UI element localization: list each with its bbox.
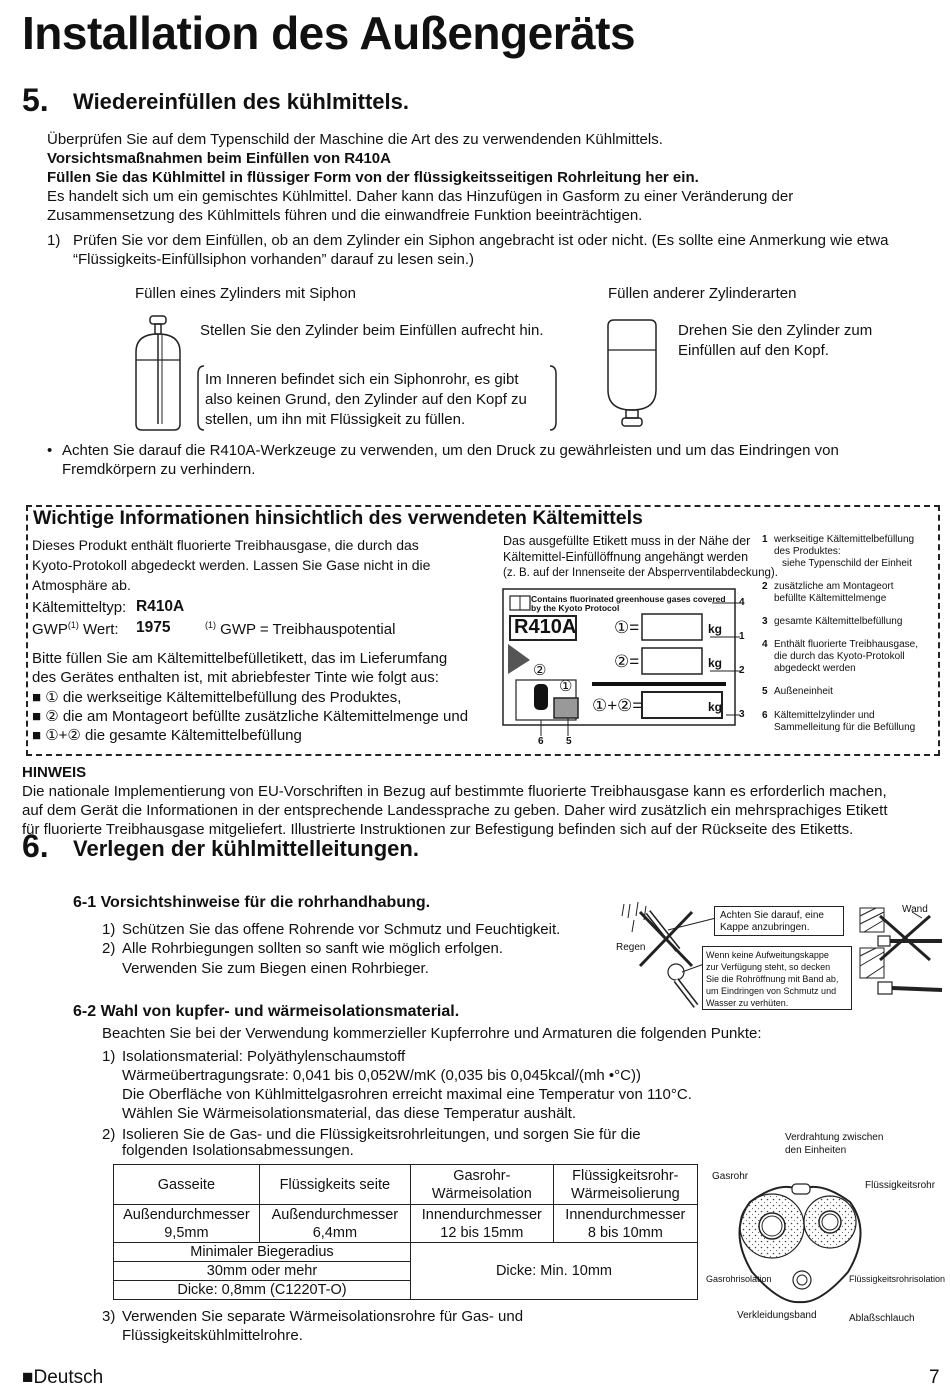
s6-1-item-1: Schützen Sie das offene Rohrende vor Schmutz und Feuchtigkeit.: [122, 921, 561, 938]
insulation-table: [113, 1164, 698, 1300]
tag-callout-1: 1: [739, 631, 745, 642]
refrigerant-type-value: R410A: [136, 598, 185, 615]
tag-header-a: Contains fluorinated greenhouse gases covered: [531, 594, 726, 604]
siphon-note-c: stellen, um ihn mit Flüssigkeit zu füllen.: [205, 411, 466, 428]
s5-line-4: Es handelt sich um ein gemischtes Kühlmittel. Daher kann das Hinzufügen in Gasform zu einer Veränderung der: [47, 188, 794, 205]
s6-2-item-2b: folgenden Isolationsabmessungen.: [122, 1142, 354, 1159]
s6-2-item-3: Verwenden Sie separate Wärmeisolationsrohre für Gas- und: [122, 1308, 524, 1325]
info-p4: Bitte füllen Sie am Kältemittelbefülletikett, das im Lieferumfang: [32, 650, 448, 667]
s5-line-1: Überprüfen Sie auf dem Typenschild der Maschine die Art des zu verwendenden Kühlmittels.: [47, 131, 663, 148]
cylinder-siphon-text: Stellen Sie den Zylinder beim Einfüllen aufrecht hin.: [200, 322, 544, 339]
diagram-wiring-b: den Einheiten: [785, 1145, 847, 1156]
table-cell-gas-od: Außendurchmesser 9,5mm: [114, 1205, 260, 1243]
hinweis-line-2: auf dem Gerät die Informationen in der entsprechende Landessprache zu geben. Daher wird zusätzlich ein mehrsprachiges Etikett: [22, 802, 888, 819]
diagram-liquid-insulation: Flüssigkeitsrohrisolation: [849, 1274, 946, 1284]
legend-1-a: werkseitige Kältemittelbefüllung: [774, 534, 915, 545]
hinweis-line-1: Die nationale Implementierung von EU-Vorschriften in Bezug auf bestimmte fluorierte Treibhausgase kann es erforderlich machen,: [22, 783, 887, 800]
table-header-liquid: Flüssigkeits seite: [259, 1165, 410, 1205]
s6-2-item-1c: Die Oberfläche von Kühlmittelgasrohren erreicht maximal eine Temperatur von 110°C.: [122, 1086, 692, 1103]
tag-marker-2: ②: [533, 662, 547, 679]
s6-1-item-2: Alle Rohrbiegungen sollten so sanft wie möglich erfolgen.: [122, 940, 504, 957]
legend-2-b: befüllte Kältemittelmenge: [774, 593, 887, 604]
table-cell-liquid-id: Innendurchmesser 8 bis 10mm: [553, 1205, 697, 1243]
info-p2: Kyoto-Protokoll abgedeckt werden. Lassen Sie Gase nicht in die: [32, 557, 431, 573]
tag-r410a: R410A: [514, 616, 577, 638]
bullet-line-a: Achten Sie darauf die R410A-Werkzeuge zu verwenden, um den Druck zu gewährleisten und um das Eindringen von: [62, 442, 839, 459]
info-bullet-3: ■ ①+② die gesamte Kältemittelbefüllung: [32, 727, 302, 744]
s6-2-item-2: Isolieren Sie de Gas- und die Flüssigkeitsrohrleitungen, und sorgen Sie für die: [122, 1126, 641, 1143]
diagram-band: Verkleidungsband: [737, 1310, 817, 1321]
s5-line-3: Füllen Sie das Kühlmittel in flüssiger Form von der flüssigkeitsseitigen Rohrleitung her ein.: [47, 169, 699, 186]
table-cell-insulation-thickness: Dicke: Min. 10mm: [410, 1243, 697, 1300]
section-5-number: 5.: [22, 82, 49, 118]
table-cell-gas-id: Innendurchmesser 12 bis 15mm: [410, 1205, 553, 1243]
legend-4-b: die durch das Kyoto-Protokoll: [774, 651, 905, 662]
legend-6-a: Kältemittelzylinder und: [774, 710, 875, 721]
s6-1-item-1-number: 1): [102, 921, 116, 938]
cylinder-inverted-icon: [602, 318, 662, 430]
figure-note-1-a: Achten Sie darauf, eine: [720, 910, 824, 921]
gwp-footnote: $^{(1)}$ GWP = Treibhauspotential: [205, 620, 396, 638]
legend-6-b: Sammelleitung für die Befüllung: [774, 722, 916, 733]
figure-regen-label: Regen: [616, 942, 646, 953]
label-intro-c: (z. B. auf der Innenseite der Absperrventilabdeckung).: [503, 567, 778, 579]
tag-callout-6: 6: [538, 736, 544, 747]
figure-note-2-b: zur Verfügung steht, so decken: [706, 962, 831, 972]
s6-2-item-1: Isolationsmaterial: Polyäthylenschaumstoff: [122, 1048, 406, 1065]
s5-line-5: Zusammensetzung des Kühlmittels führen und die einwandfreie Funktion beeinträchtigen.: [47, 207, 643, 224]
section-6-number: 6.: [22, 828, 49, 864]
table-header-gas: Gasseite: [114, 1165, 260, 1205]
legend-2-number: 2: [762, 581, 768, 592]
s5-line-2: Vorsichtsmaßnahmen beim Einfüllen von R410A: [47, 150, 391, 167]
s6-2-item-1-number: 1): [102, 1048, 116, 1065]
info-p5: des Gerätes enthalten ist, mit abriebfester Tinte wie folgt aus:: [32, 669, 439, 686]
subsection-6-1: 6-1 Vorsichtshinweise für die rohrhandhabung.: [73, 894, 431, 911]
s6-2-item-1d: Wählen Sie Wärmeisolationsmaterial, das diese Temperatur aushält.: [122, 1105, 577, 1122]
legend-3-number: 3: [762, 616, 768, 627]
footer-language: ■Deutsch: [22, 1367, 104, 1388]
legend-1-c: siehe Typenschild der Einheit: [782, 558, 912, 569]
table-cell-pipe-thickness: Dicke: 0,8mm (C1220T-O): [114, 1281, 411, 1300]
cylinder-other-text-b: Einfüllen auf den Kopf.: [678, 342, 829, 359]
siphon-note-a: Im Inneren befindet sich ein Siphonrohr, es gibt: [205, 371, 519, 388]
tag-kg-2: kg: [708, 656, 723, 670]
table-cell-bend-value: 30mm oder mehr: [114, 1262, 411, 1281]
info-bullet-2: ■ ② die am Montageort befüllte zusätzliche Kältemittelmenge und: [32, 708, 469, 725]
s5-item-1-number: 1): [47, 232, 61, 249]
subsection-6-2: 6-2 Wahl von kupfer- und wärmeisolationsmaterial.: [73, 1003, 460, 1020]
cylinder-other-title: Füllen anderer Zylinderarten: [608, 285, 797, 302]
tag-kg-3: kg: [708, 700, 723, 714]
s6-2-item-3b: Flüssigkeitskühlmittelrohre.: [122, 1327, 303, 1344]
pipe-insulation-diagram: [730, 1162, 870, 1312]
s6-1-item-2-number: 2): [102, 940, 116, 957]
info-p1: Dieses Produkt enthält fluorierte Treibhausgase, die durch das: [32, 537, 419, 553]
section-6-heading: Verlegen der kühlmittelleitungen.: [73, 836, 419, 861]
cylinder-other-text-a: Drehen Sie den Zylinder zum: [678, 322, 873, 339]
siphon-note-b: also keinen Grund, den Zylinder auf den Kopf zu: [205, 391, 527, 408]
s6-1-item-2b: Verwenden Sie zum Biegen einen Rohrbieger.: [122, 960, 429, 977]
gwp-value: 1975: [136, 619, 171, 636]
legend-4-number: 4: [762, 639, 768, 650]
tag-marker-1: ①: [559, 678, 573, 695]
s6-2-item-1b: Wärmeübertragungsrate: 0,041 bis 0,052W/mK (0,035 bis 0,045kcal/(mh •°C)): [122, 1067, 641, 1084]
legend-3-a: gesamte Kältemittelbefüllung: [774, 616, 903, 627]
diagram-drain-hose: Ablaßschlauch: [849, 1313, 915, 1324]
refrigerant-type-label: Kältemitteltyp:: [32, 599, 127, 616]
tag-charge-1: ①=: [614, 618, 640, 637]
figure-note-2-c: Sie die Rohröffnung mit Band ab,: [706, 974, 839, 984]
legend-5-number: 5: [762, 686, 768, 697]
figure-note-2-e: Wasser zu verhüten.: [706, 998, 789, 1008]
s6-2-intro: Beachten Sie bei der Verwendung kommerzieller Kupferrohre und Armaturen die folgenden Punkte:: [102, 1025, 762, 1042]
legend-4-c: abgedeckt werden: [774, 663, 856, 674]
s5-item-1-line-b: “Flüssigkeits-Einfüllsiphon vorhanden” darauf zu lesen sein.): [73, 251, 475, 268]
diagram-gas-pipe: Gasrohr: [712, 1171, 749, 1182]
figure-wand-label: Wand: [902, 904, 928, 915]
info-heading: Wichtige Informationen hinsichtlich des verwendeten Kältemittels: [33, 507, 643, 529]
tag-charge-total: ①+②=: [592, 696, 643, 715]
table-cell-bend-radius: Minimaler Biegeradius: [114, 1243, 411, 1262]
page-number: 7: [929, 1367, 940, 1388]
s5-item-1-line-a: Prüfen Sie vor dem Einfüllen, ob an dem Zylinder ein Siphon angebracht ist oder nicht. (Es sollte eine Anmerkung wie etwa: [73, 232, 889, 249]
bullet-line-b: Fremdkörpern zu verhindern.: [62, 461, 256, 478]
cylinder-siphon-title: Füllen eines Zylinders mit Siphon: [135, 285, 356, 302]
table-cell-liquid-od: Außendurchmesser 6,4mm: [259, 1205, 410, 1243]
info-p3: Atmosphäre ab.: [32, 577, 131, 593]
diagram-wiring-a: Verdrahtung zwischen: [785, 1132, 884, 1143]
legend-6-number: 6: [762, 710, 768, 721]
legend-1-number: 1: [762, 534, 768, 545]
legend-2-a: zusätzliche am Montageort: [774, 581, 894, 592]
tag-callout-2: 2: [739, 665, 745, 676]
section-5-heading: Wiedereinfüllen des kühlmittels.: [73, 89, 409, 114]
legend-5-a: Außeneinheit: [774, 686, 833, 697]
figure-note-2-d: um Eindringen von Schmutz und: [706, 986, 837, 996]
diagram-gas-insulation: Gasrohrisolation: [706, 1274, 772, 1284]
figure-note-2-a: Wenn keine Aufweitungskappe: [706, 950, 829, 960]
info-bullet-1: ■ ① die werkseitige Kältemittelbefüllung des Produktes,: [32, 689, 402, 706]
table-header-gas-insulation: Gasrohr- Wärmeisolation: [410, 1165, 553, 1205]
tag-callout-5: 5: [566, 736, 572, 747]
hinweis-title: HINWEIS: [22, 764, 87, 781]
s6-2-item-2-number: 2): [102, 1126, 116, 1143]
legend-4-a: Enthält fluorierte Treibhausgase,: [774, 639, 918, 650]
tag-header-b: by the Kyoto Protocol: [531, 603, 620, 613]
diagram-liquid-pipe: Flüssigkeitsrohr: [865, 1180, 936, 1191]
cylinder-upright-icon: [128, 312, 188, 432]
label-intro-b: Kältemittel-Einfüllöffnung angehängt werden: [503, 550, 749, 564]
tag-callout-3: 3: [739, 709, 745, 720]
legend-1-b: des Produktes:: [774, 546, 841, 557]
bullet-dot: •: [47, 442, 53, 459]
s6-2-item-3-number: 3): [102, 1308, 116, 1325]
page-title: Installation des Außengeräts: [22, 7, 636, 59]
tag-kg-1: kg: [708, 622, 723, 636]
gwp-label: GWP$^{(1)}$ Wert:: [32, 620, 119, 638]
hinweis-line-3: für fluorierte Treibhausgase mitgeliefert. Illustrierte Instruktionen zur Befestigung befinden sich auf der Rückseite des Etiketts.: [22, 821, 854, 838]
tag-callout-4: 4: [739, 597, 745, 608]
tag-charge-2: ②=: [614, 652, 640, 671]
label-intro-a: Das ausgefüllte Etikett muss in der Nähe der: [503, 534, 751, 548]
figure-note-1-b: Kappe anzubringen.: [720, 922, 810, 933]
table-header-liquid-insulation: Flüssigkeitsrohr- Wärmeisolierung: [553, 1165, 697, 1205]
